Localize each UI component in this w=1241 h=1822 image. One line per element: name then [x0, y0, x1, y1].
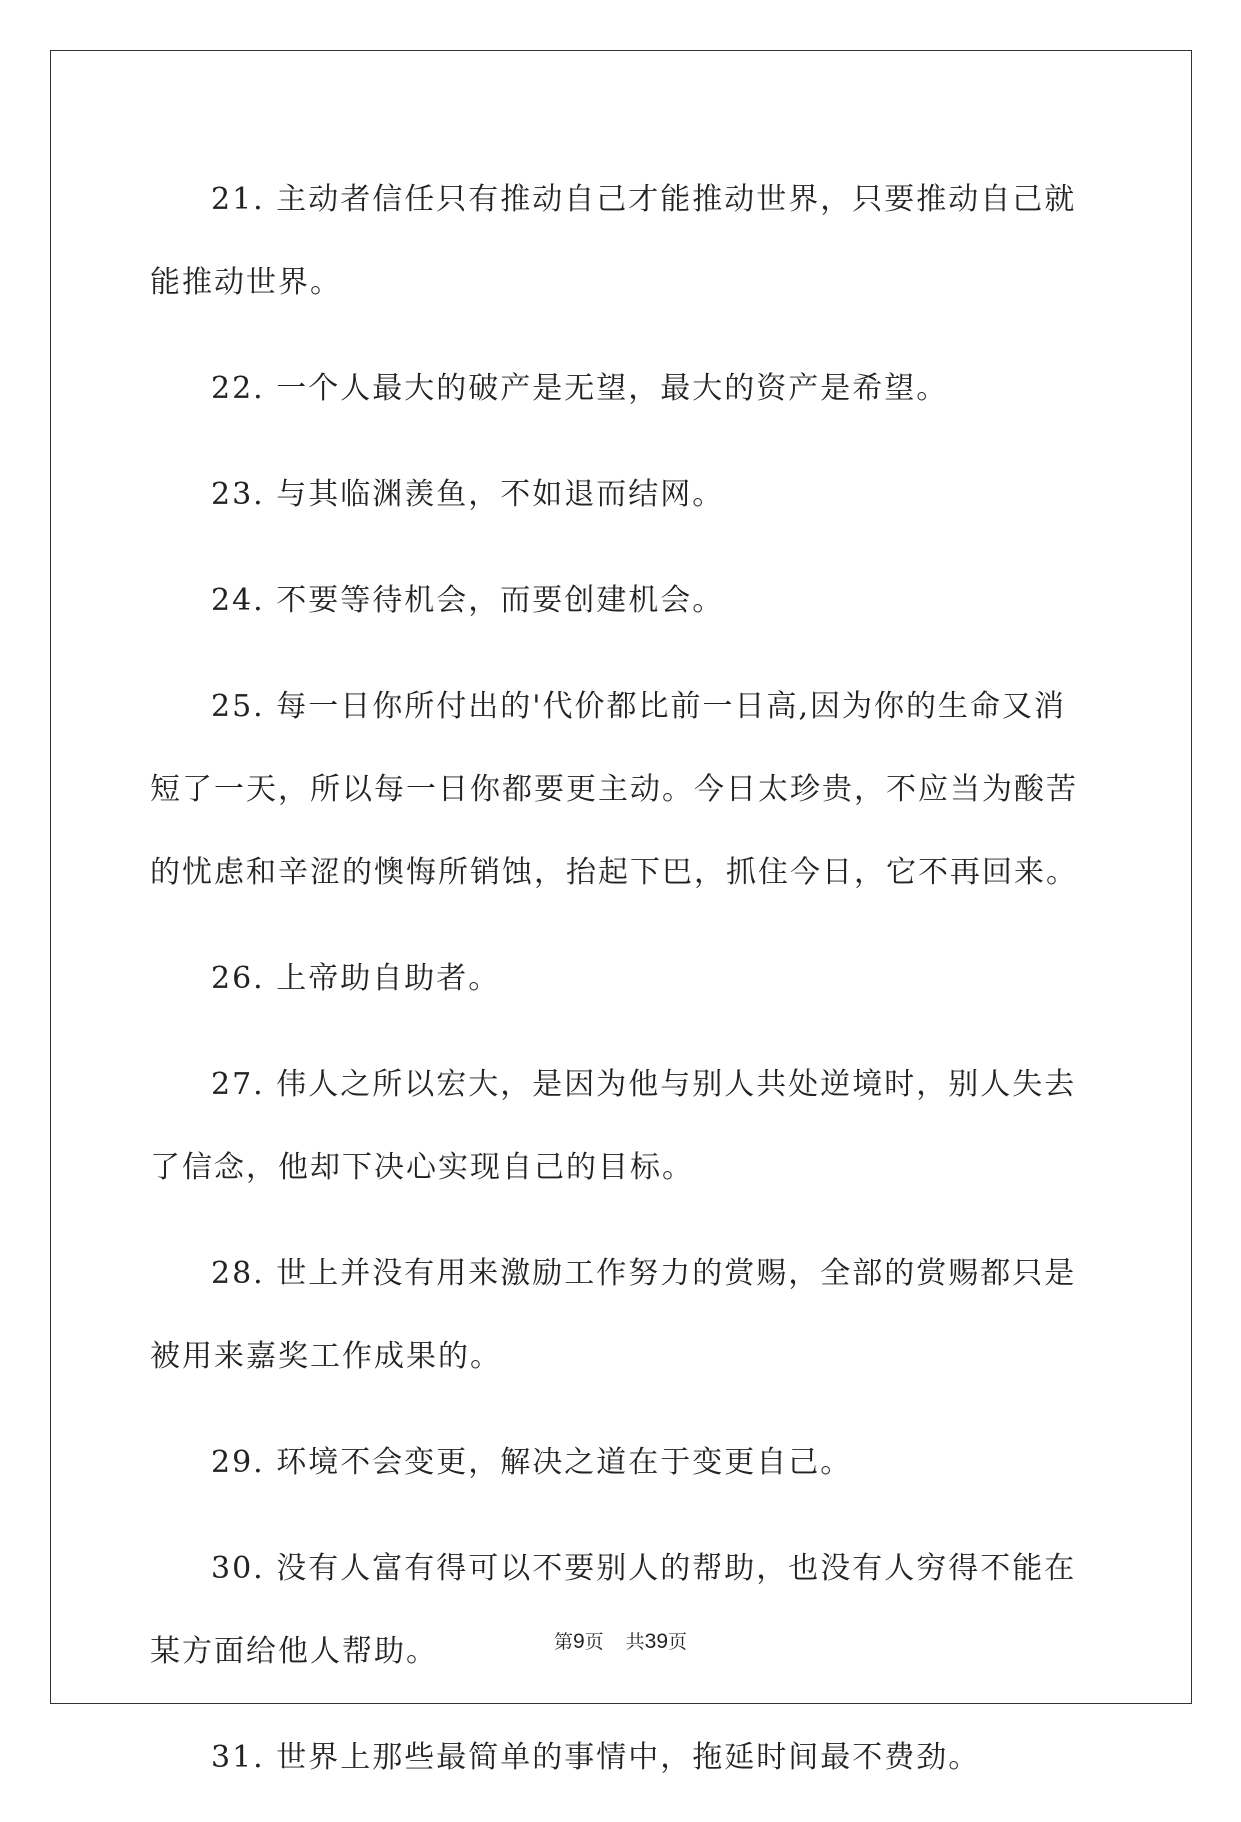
- footer-total-suffix: 页: [668, 1631, 688, 1653]
- page-footer: [0, 1627, 1241, 1654]
- footer-prefix: 第: [553, 1631, 573, 1653]
- footer-page-number: 9: [572, 1630, 585, 1653]
- footer-total-prefix: 共: [625, 1631, 645, 1653]
- paragraph-31: 31. 世界上那些最简单的事情中，拖延时间最不费劲。: [211, 1740, 981, 1775]
- footer-page-suffix: 页: [584, 1631, 604, 1653]
- paragraph-25: 25. 每一日你所付出的'代价都比前一日高,因为你的生命又消短了一天，所以每一日你都要更主动。今日太珍贵，不应当为酸苦的忧虑和辛涩的懊悔所销蚀，抬起下巴，抓住今日，它不再回来。: [150, 689, 1078, 890]
- paragraph-30: 30. 没有人富有得可以不要别人的帮助，也没有人穷得不能在某方面给他人帮助。: [150, 1551, 1077, 1669]
- paragraph-22: 22. 一个人最大的破产是无望，最大的资产是希望。: [211, 371, 949, 406]
- paragraph-21: 21. 主动者信任只有推动自己才能推动世界，只要推动自己就能推动世界。: [150, 182, 1077, 300]
- paragraph-23: 23. 与其临渊羡鱼，不如退而结网。: [211, 477, 725, 512]
- paragraph-26: 26. 上帝助自助者。: [211, 961, 501, 996]
- paragraph-27: 27. 伟人之所以宏大，是因为他与别人共处逆境时，别人失去了信念，他却下决心实现自己的目标。: [150, 1067, 1077, 1185]
- paragraph-28: 28. 世上并没有用来激励工作努力的赏赐，全部的赏赐都只是被用来嘉奖工作成果的。: [150, 1256, 1077, 1374]
- footer-total-pages: 39: [644, 1630, 669, 1653]
- document-body: [150, 158, 1090, 1822]
- paragraph-29: 29. 环境不会变更，解决之道在于变更自己。: [211, 1445, 853, 1480]
- paragraph-24: 24. 不要等待机会，而要创建机会。: [211, 583, 725, 618]
